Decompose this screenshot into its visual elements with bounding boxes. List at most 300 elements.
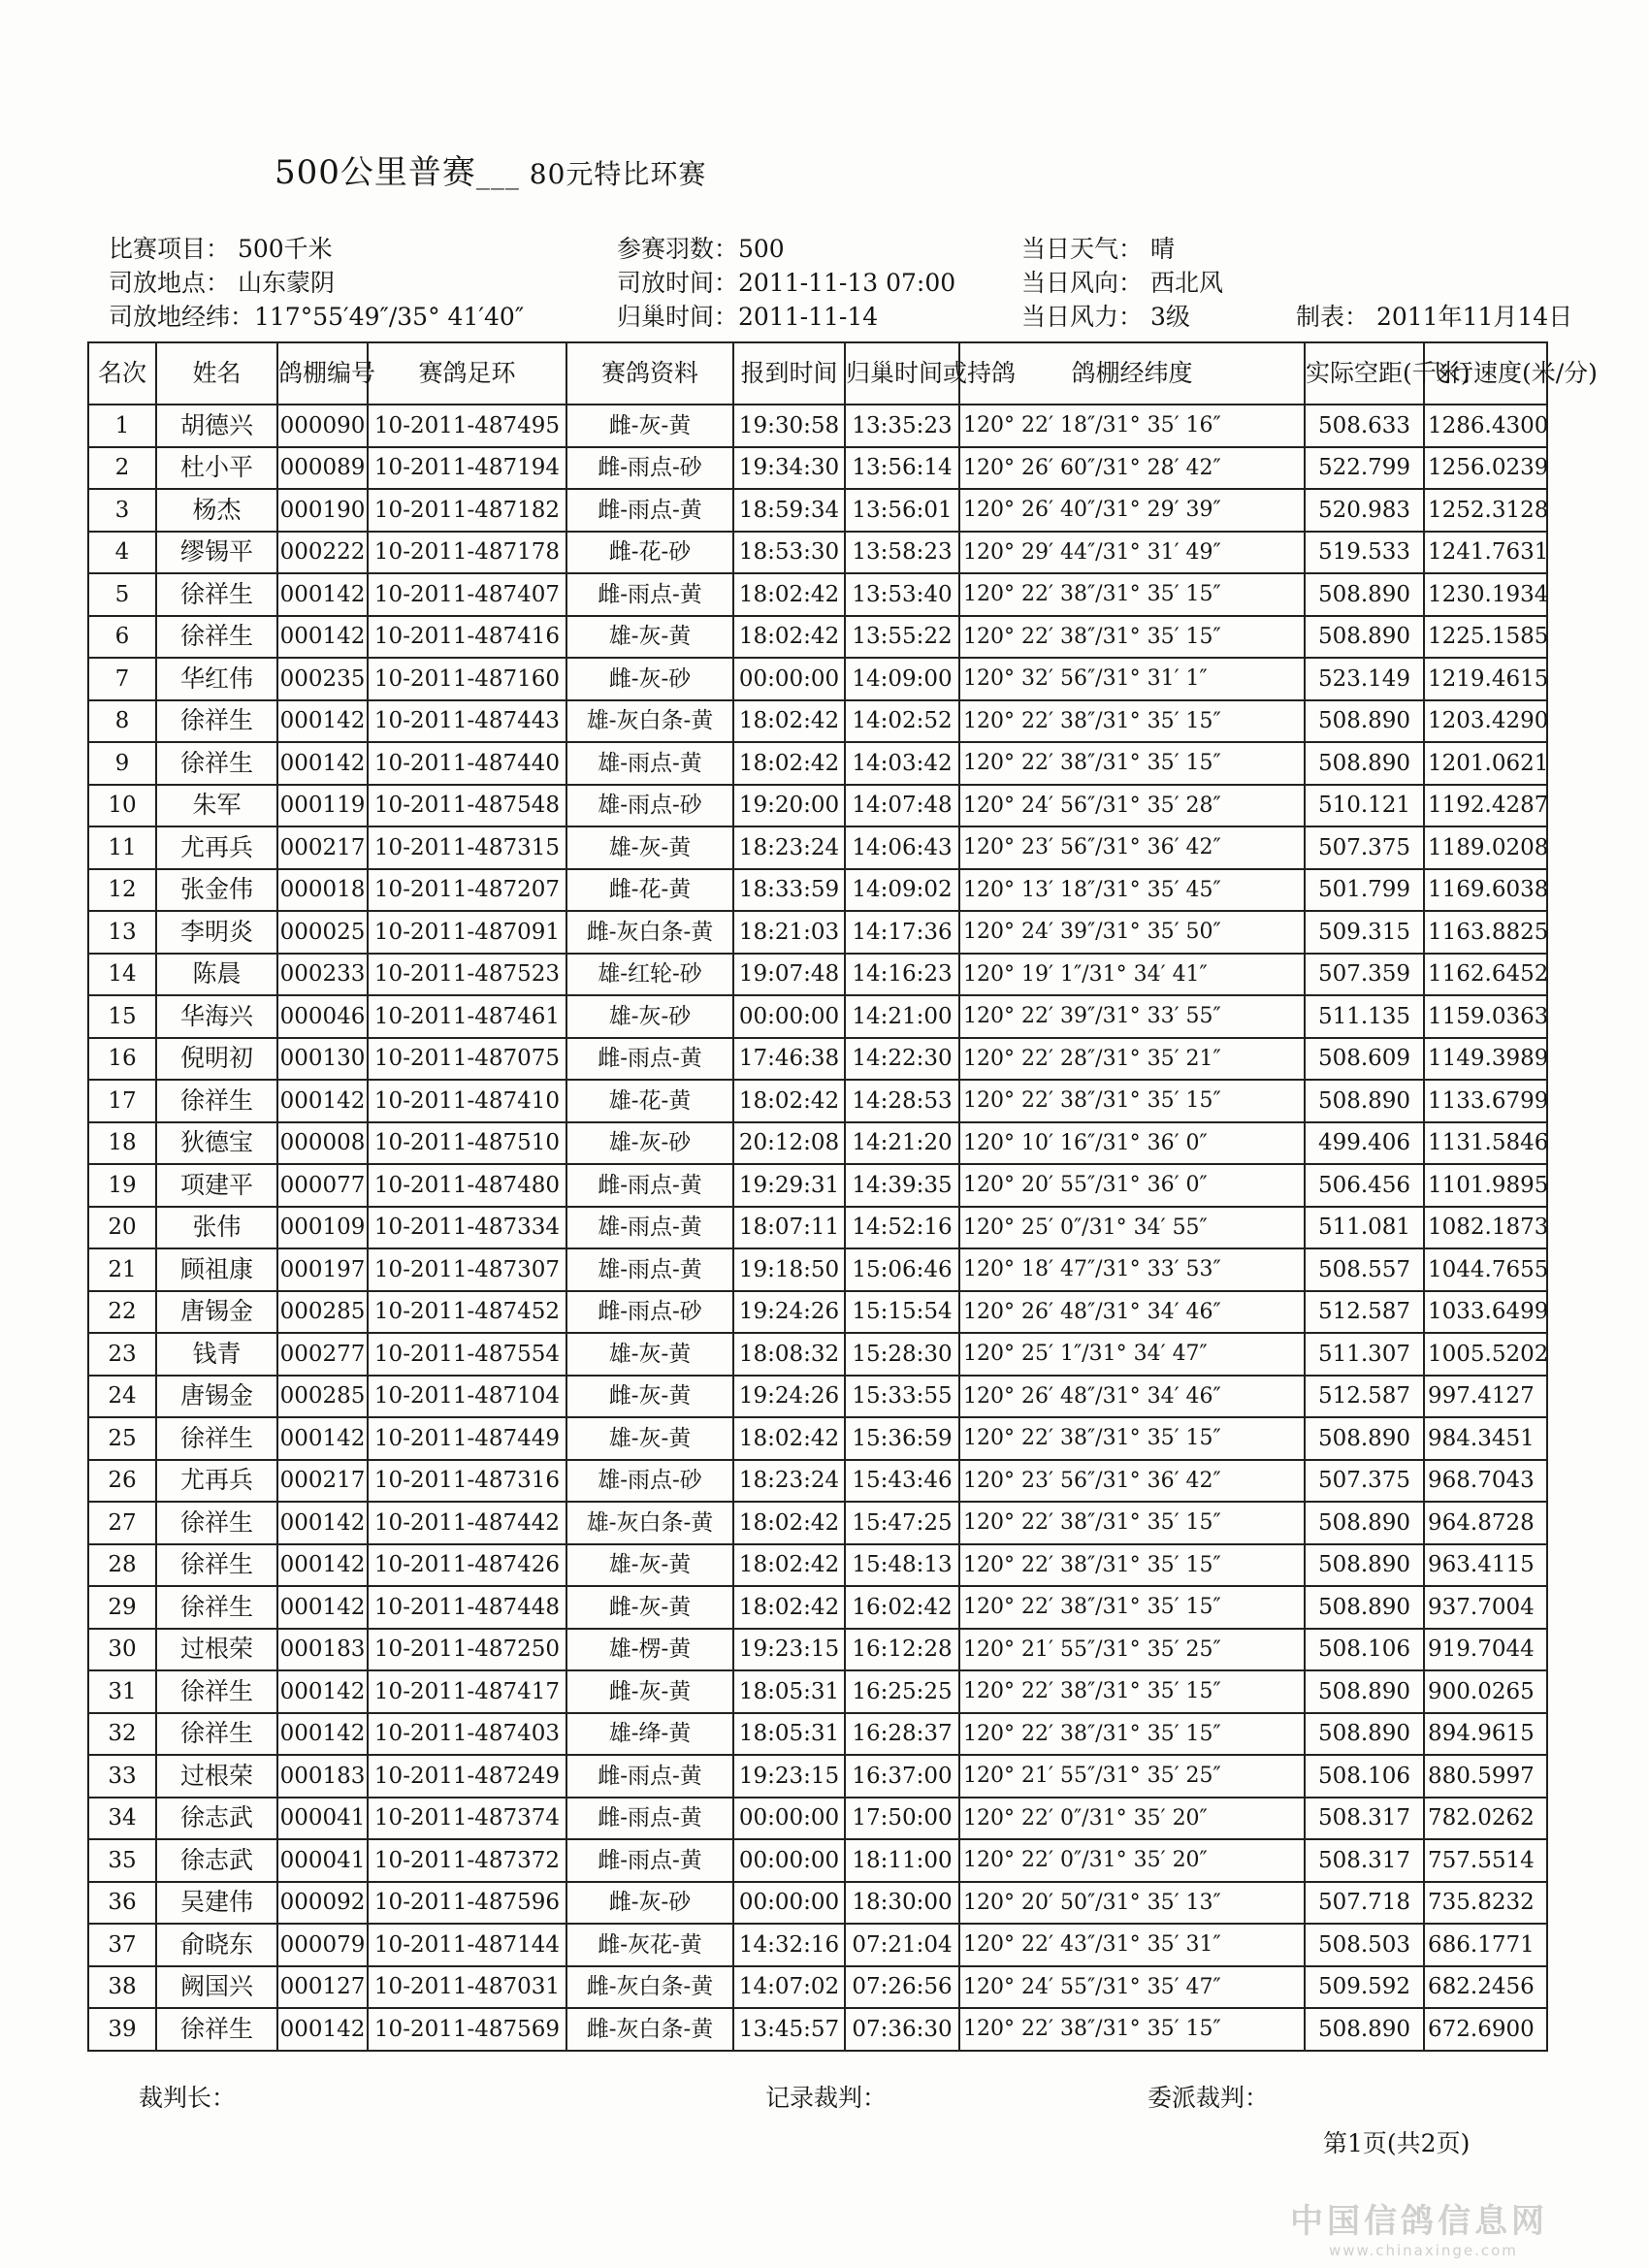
ring-cell: 10-2011-487249 [368,1755,566,1798]
rank-cell: 5 [88,573,156,616]
rank-cell: 3 [88,489,156,532]
table-row [88,1122,1547,1165]
loft-no-cell: 000183 [277,1629,368,1671]
loft-coords-cell: 120° 32′ 56″/31° 31′ 1″ [959,658,1305,700]
speed-cell: 672.6900 [1424,2008,1547,2051]
table-row [88,405,1547,447]
name-cell: 徐祥生 [156,573,277,616]
ring-cell: 10-2011-487250 [368,1629,566,1671]
results-body [88,405,1547,2051]
pigeon-info-cell: 雌-雨点-黄 [566,573,733,616]
ring-cell: 10-2011-487596 [368,1882,566,1925]
document-title [275,146,706,193]
ring-cell: 10-2011-487104 [368,1376,566,1418]
pigeon-info-cell: 雄-灰白条-黄 [566,700,733,743]
info-release-coords: 司放地经纬：117°55′49″/35° 41′40″ [109,303,525,331]
pigeon-info-cell: 雌-雨点-黄 [566,1038,733,1081]
loft-coords-cell: 120° 22′ 38″/31° 35′ 15″ [959,1544,1305,1587]
report-time-cell: 18:02:42 [733,1544,845,1587]
return-time-cell: 14:02:52 [845,700,959,743]
table-row [88,1038,1547,1081]
speed-cell: 1159.0363 [1424,995,1547,1038]
name-cell: 徐祥生 [156,1586,277,1629]
distance-cell: 510.121 [1305,785,1424,827]
loft-no-cell: 000018 [277,869,368,912]
name-cell: 尤再兵 [156,826,277,869]
name-cell: 过根荣 [156,1755,277,1798]
name-cell: 顾祖康 [156,1248,277,1291]
distance-cell: 508.106 [1305,1755,1424,1798]
header-ring: 赛鸽足环 [368,342,566,405]
speed-cell: 1044.7655 [1424,1248,1547,1291]
loft-coords-cell: 120° 13′ 18″/31° 35′ 45″ [959,869,1305,912]
report-time-cell: 18:21:03 [733,911,845,954]
loft-coords-cell: 120° 25′ 0″/31° 34′ 55″ [959,1207,1305,1249]
return-time-cell: 14:22:30 [845,1038,959,1081]
distance-cell: 508.890 [1305,1417,1424,1460]
ring-cell: 10-2011-487182 [368,489,566,532]
ring-cell: 10-2011-487548 [368,785,566,827]
speed-cell: 735.8232 [1424,1882,1547,1925]
loft-coords-cell: 120° 21′ 55″/31° 35′ 25″ [959,1629,1305,1671]
header-row [88,342,1547,405]
loft-coords-cell: 120° 24′ 55″/31° 35′ 47″ [959,1966,1305,2009]
rank-cell: 1 [88,405,156,447]
return-time-cell: 14:06:43 [845,826,959,869]
return-time-cell: 16:37:00 [845,1755,959,1798]
report-time-cell: 18:02:42 [733,1502,845,1544]
rank-cell: 8 [88,700,156,743]
speed-cell: 1252.3128 [1424,489,1547,532]
ring-cell: 10-2011-487374 [368,1798,566,1840]
return-time-cell: 14:21:00 [845,995,959,1038]
ring-cell: 10-2011-487554 [368,1333,566,1376]
report-time-cell: 18:53:30 [733,532,845,574]
distance-cell: 508.890 [1305,1502,1424,1544]
table-row [88,1670,1547,1713]
return-time-cell: 14:52:16 [845,1207,959,1249]
rank-cell: 10 [88,785,156,827]
distance-cell: 508.317 [1305,1839,1424,1882]
speed-cell: 937.7004 [1424,1586,1547,1629]
table-row [88,1924,1547,1966]
rank-cell: 12 [88,869,156,912]
table-row [88,573,1547,616]
loft-no-cell: 000127 [277,1966,368,2009]
speed-cell: 1131.5846 [1424,1122,1547,1165]
loft-no-cell: 000142 [277,700,368,743]
return-time-cell: 15:28:30 [845,1333,959,1376]
return-time-cell: 13:35:23 [845,405,959,447]
distance-cell: 508.106 [1305,1629,1424,1671]
ring-cell: 10-2011-487443 [368,700,566,743]
rank-cell: 18 [88,1122,156,1165]
pigeon-info-cell: 雌-灰-砂 [566,1882,733,1925]
speed-cell: 964.8728 [1424,1502,1547,1544]
loft-coords-cell: 120° 22′ 38″/31° 35′ 15″ [959,1670,1305,1713]
pigeon-info-cell: 雌-雨点-砂 [566,1291,733,1334]
loft-coords-cell: 120° 22′ 38″/31° 35′ 15″ [959,1080,1305,1122]
watermark [1290,2194,1548,2259]
ring-cell: 10-2011-487495 [368,405,566,447]
ring-cell: 10-2011-487334 [368,1207,566,1249]
distance-cell: 511.307 [1305,1333,1424,1376]
return-time-cell: 18:30:00 [845,1882,959,1925]
ring-cell: 10-2011-487452 [368,1291,566,1334]
loft-coords-cell: 120° 22′ 38″/31° 35′ 15″ [959,2008,1305,2051]
speed-cell: 1005.5202 [1424,1333,1547,1376]
table-row [88,1966,1547,2009]
speed-cell: 1230.1934 [1424,573,1547,616]
return-time-cell: 16:25:25 [845,1670,959,1713]
table-row [88,742,1547,785]
report-time-cell: 18:05:31 [733,1713,845,1756]
rank-cell: 29 [88,1586,156,1629]
distance-cell: 508.557 [1305,1248,1424,1291]
report-time-cell: 00:00:00 [733,1839,845,1882]
report-time-cell: 14:32:16 [733,1924,845,1966]
loft-coords-cell: 120° 26′ 60″/31° 28′ 42″ [959,447,1305,490]
pigeon-info-cell: 雄-灰-砂 [566,1122,733,1165]
distance-cell: 512.587 [1305,1291,1424,1334]
rank-cell: 27 [88,1502,156,1544]
speed-cell: 757.5514 [1424,1839,1547,1882]
distance-cell: 508.609 [1305,1038,1424,1081]
pigeon-info-cell: 雄-红轮-砂 [566,954,733,996]
pigeon-info-cell: 雄-雨点-黄 [566,1248,733,1291]
return-time-cell: 13:56:14 [845,447,959,490]
table-row [88,1333,1547,1376]
report-time-cell: 19:30:58 [733,405,845,447]
speed-cell: 1133.6799 [1424,1080,1547,1122]
report-time-cell: 14:07:02 [733,1966,845,2009]
return-time-cell: 14:21:20 [845,1122,959,1165]
return-time-cell: 15:43:46 [845,1460,959,1503]
ring-cell: 10-2011-487440 [368,742,566,785]
watermark-url: www.chinaxinge.com [1329,2242,1518,2259]
rank-cell: 21 [88,1248,156,1291]
ring-cell: 10-2011-487307 [368,1248,566,1291]
speed-cell: 1082.1873 [1424,1207,1547,1249]
speed-cell: 1101.9895 [1424,1164,1547,1207]
loft-coords-cell: 120° 20′ 50″/31° 35′ 13″ [959,1882,1305,1925]
distance-cell: 523.149 [1305,658,1424,700]
info-wind-force: 当日风力： 3级 [1021,303,1190,331]
pigeon-info-cell: 雄-灰-黄 [566,1333,733,1376]
speed-cell: 682.2456 [1424,1966,1547,2009]
header-speed: 飞行速度(米/分) [1424,342,1547,405]
loft-coords-cell: 120° 24′ 39″/31° 35′ 50″ [959,911,1305,954]
rank-cell: 23 [88,1333,156,1376]
table-row [88,1248,1547,1291]
results-table [87,341,1598,2052]
table-row [88,1291,1547,1334]
table-row [88,1376,1547,1418]
pigeon-info-cell: 雌-灰-黄 [566,1586,733,1629]
loft-no-cell: 000109 [277,1207,368,1249]
report-time-cell: 19:23:15 [733,1755,845,1798]
name-cell: 华海兴 [156,995,277,1038]
loft-no-cell: 000190 [277,489,368,532]
name-cell: 杨杰 [156,489,277,532]
loft-coords-cell: 120° 22′ 38″/31° 35′ 15″ [959,1502,1305,1544]
loft-coords-cell: 120° 22′ 38″/31° 35′ 15″ [959,1586,1305,1629]
rank-cell: 39 [88,2008,156,2051]
rank-cell: 11 [88,826,156,869]
name-cell: 徐祥生 [156,1502,277,1544]
return-time-cell: 13:55:22 [845,616,959,659]
loft-no-cell: 000285 [277,1376,368,1418]
report-time-cell: 18:59:34 [733,489,845,532]
ring-cell: 10-2011-487410 [368,1080,566,1122]
info-release-place: 司放地点： 山东蒙阴 [109,269,335,297]
speed-cell: 1225.1585 [1424,616,1547,659]
return-time-cell: 14:07:48 [845,785,959,827]
ring-cell: 10-2011-487569 [368,2008,566,2051]
return-time-cell: 13:56:01 [845,489,959,532]
speed-cell: 894.9615 [1424,1713,1547,1756]
loft-no-cell: 000277 [277,1333,368,1376]
loft-no-cell: 000142 [277,1713,368,1756]
pigeon-info-cell: 雄-绛-黄 [566,1713,733,1756]
loft-no-cell: 000090 [277,405,368,447]
info-entries: 参赛羽数：500 [617,235,785,263]
report-time-cell: 19:07:48 [733,954,845,996]
speed-cell: 1192.4287 [1424,785,1547,827]
rank-cell: 16 [88,1038,156,1081]
name-cell: 过根荣 [156,1629,277,1671]
loft-coords-cell: 120° 25′ 1″/31° 34′ 47″ [959,1333,1305,1376]
name-cell: 胡德兴 [156,405,277,447]
rank-cell: 36 [88,1882,156,1925]
name-cell: 张伟 [156,1207,277,1249]
loft-no-cell: 000130 [277,1038,368,1081]
report-time-cell: 18:23:24 [733,1460,845,1503]
loft-no-cell: 000142 [277,1544,368,1587]
report-time-cell: 18:02:42 [733,742,845,785]
distance-cell: 507.718 [1305,1882,1424,1925]
table-row [88,447,1547,490]
loft-no-cell: 000222 [277,532,368,574]
return-time-cell: 14:39:35 [845,1164,959,1207]
name-cell: 徐志武 [156,1839,277,1882]
rank-cell: 26 [88,1460,156,1503]
return-time-cell: 16:02:42 [845,1586,959,1629]
table-row [88,826,1547,869]
loft-no-cell: 000142 [277,1502,368,1544]
table-row [88,911,1547,954]
report-time-cell: 18:02:42 [733,573,845,616]
distance-cell: 508.890 [1305,1080,1424,1122]
pigeon-info-cell: 雄-灰-黄 [566,1544,733,1587]
ring-cell: 10-2011-487403 [368,1713,566,1756]
info-weather: 当日天气： 晴 [1021,235,1175,263]
distance-cell: 508.890 [1305,1670,1424,1713]
name-cell: 张金伟 [156,869,277,912]
ring-cell: 10-2011-487091 [368,911,566,954]
pigeon-info-cell: 雄-花-黄 [566,1080,733,1122]
speed-cell: 919.7044 [1424,1629,1547,1671]
rank-cell: 25 [88,1417,156,1460]
loft-coords-cell: 120° 20′ 55″/31° 36′ 0″ [959,1164,1305,1207]
return-time-cell: 07:21:04 [845,1924,959,1966]
return-time-cell: 14:09:00 [845,658,959,700]
header-loft-coords: 鸽棚经纬度 [959,342,1305,405]
loft-coords-cell: 120° 29′ 44″/31° 31′ 49″ [959,532,1305,574]
report-time-cell: 00:00:00 [733,1798,845,1840]
pigeon-info-cell: 雌-灰白条-黄 [566,2008,733,2051]
name-cell: 项建平 [156,1164,277,1207]
loft-no-cell: 000041 [277,1798,368,1840]
pigeon-info-cell: 雌-灰-砂 [566,658,733,700]
loft-coords-cell: 120° 24′ 56″/31° 35′ 28″ [959,785,1305,827]
loft-coords-cell: 120° 23′ 56″/31° 36′ 42″ [959,1460,1305,1503]
distance-cell: 499.406 [1305,1122,1424,1165]
footer-chief-judge: 裁判长： [139,2084,237,2112]
distance-cell: 508.890 [1305,616,1424,659]
name-cell: 徐祥生 [156,2008,277,2051]
loft-no-cell: 000142 [277,1080,368,1122]
name-cell: 朱军 [156,785,277,827]
name-cell: 倪明初 [156,1038,277,1081]
ring-cell: 10-2011-487075 [368,1038,566,1081]
return-time-cell: 16:28:37 [845,1713,959,1756]
speed-cell: 968.7043 [1424,1460,1547,1503]
name-cell: 徐祥生 [156,742,277,785]
header-pigeon-info: 赛鸽资料 [566,342,733,405]
return-time-cell: 07:36:30 [845,2008,959,2051]
report-time-cell: 17:46:38 [733,1038,845,1081]
distance-cell: 511.135 [1305,995,1424,1038]
report-time-cell: 18:07:11 [733,1207,845,1249]
speed-cell: 1286.4300 [1424,405,1547,447]
loft-coords-cell: 120° 22′ 39″/31° 33′ 55″ [959,995,1305,1038]
table-row [88,869,1547,912]
pigeon-info-cell: 雌-灰花-黄 [566,1924,733,1966]
loft-coords-cell: 120° 22′ 38″/31° 35′ 15″ [959,1417,1305,1460]
speed-cell: 782.0262 [1424,1798,1547,1840]
loft-coords-cell: 120° 19′ 1″/31° 34′ 41″ [959,954,1305,996]
report-time-cell: 18:02:42 [733,1417,845,1460]
pigeon-info-cell: 雌-灰白条-黄 [566,1966,733,2009]
loft-no-cell: 000142 [277,1670,368,1713]
name-cell: 徐祥生 [156,700,277,743]
return-time-cell: 14:17:36 [845,911,959,954]
loft-coords-cell: 120° 26′ 48″/31° 34′ 46″ [959,1376,1305,1418]
rank-cell: 9 [88,742,156,785]
return-time-cell: 16:12:28 [845,1629,959,1671]
name-cell: 尤再兵 [156,1460,277,1503]
info-wind-direction: 当日风向： 西北风 [1021,269,1223,297]
name-cell: 徐祥生 [156,1080,277,1122]
loft-no-cell: 000046 [277,995,368,1038]
loft-coords-cell: 120° 22′ 28″/31° 35′ 21″ [959,1038,1305,1081]
return-time-cell: 07:26:56 [845,1966,959,2009]
name-cell: 唐锡金 [156,1291,277,1334]
loft-no-cell: 000285 [277,1291,368,1334]
name-cell: 徐祥生 [156,1713,277,1756]
info-return-time: 归巢时间：2011-11-14 [617,303,879,331]
rank-cell: 13 [88,911,156,954]
loft-coords-cell: 120° 26′ 40″/31° 29′ 39″ [959,489,1305,532]
distance-cell: 507.375 [1305,826,1424,869]
loft-no-cell: 000079 [277,1924,368,1966]
speed-cell: 900.0265 [1424,1670,1547,1713]
name-cell: 徐祥生 [156,1544,277,1587]
pigeon-info-cell: 雌-雨点-黄 [566,489,733,532]
rank-cell: 31 [88,1670,156,1713]
ring-cell: 10-2011-487448 [368,1586,566,1629]
table-row [88,658,1547,700]
loft-no-cell: 000025 [277,911,368,954]
speed-cell: 1189.0208 [1424,826,1547,869]
footer-record-judge: 记录裁判： [765,2084,888,2112]
header-rank: 名次 [88,342,156,405]
loft-no-cell: 000142 [277,616,368,659]
table-row [88,489,1547,532]
distance-cell: 519.533 [1305,532,1424,574]
pigeon-info-cell: 雌-花-黄 [566,869,733,912]
ring-cell: 10-2011-487160 [368,658,566,700]
rank-cell: 19 [88,1164,156,1207]
rank-cell: 17 [88,1080,156,1122]
pigeon-info-cell: 雄-灰白条-黄 [566,1502,733,1544]
table-row [88,1460,1547,1503]
name-cell: 缪锡平 [156,532,277,574]
rank-cell: 32 [88,1713,156,1756]
loft-no-cell: 000142 [277,742,368,785]
report-time-cell: 18:05:31 [733,1670,845,1713]
return-time-cell: 13:53:40 [845,573,959,616]
distance-cell: 508.890 [1305,573,1424,616]
return-time-cell: 14:03:42 [845,742,959,785]
table-row [88,616,1547,659]
ring-cell: 10-2011-487316 [368,1460,566,1503]
loft-no-cell: 000041 [277,1839,368,1882]
loft-coords-cell: 120° 22′ 38″/31° 35′ 15″ [959,700,1305,743]
return-time-cell: 15:47:25 [845,1502,959,1544]
loft-no-cell: 000077 [277,1164,368,1207]
pigeon-info-cell: 雄-楞-黄 [566,1629,733,1671]
header-distance: 实际空距(千米) [1305,342,1424,405]
return-time-cell: 13:58:23 [845,532,959,574]
loft-coords-cell: 120° 22′ 0″/31° 35′ 20″ [959,1839,1305,1882]
rank-cell: 15 [88,995,156,1038]
loft-no-cell: 000235 [277,658,368,700]
table-row [88,532,1547,574]
loft-coords-cell: 120° 22′ 43″/31° 35′ 31″ [959,1924,1305,1966]
loft-no-cell: 000217 [277,826,368,869]
loft-no-cell: 000197 [277,1248,368,1291]
return-time-cell: 14:09:02 [845,869,959,912]
table-row [88,1882,1547,1925]
name-cell: 唐锡金 [156,1376,277,1418]
loft-no-cell: 000142 [277,1417,368,1460]
loft-no-cell: 000183 [277,1755,368,1798]
pigeon-info-cell: 雄-雨点-黄 [566,742,733,785]
ring-cell: 10-2011-487416 [368,616,566,659]
rank-cell: 24 [88,1376,156,1418]
pigeon-info-cell: 雄-灰-黄 [566,1417,733,1460]
table-row [88,1713,1547,1756]
report-time-cell: 19:24:26 [733,1291,845,1334]
loft-coords-cell: 120° 10′ 16″/31° 36′ 0″ [959,1122,1305,1165]
loft-no-cell: 000119 [277,785,368,827]
return-time-cell: 18:11:00 [845,1839,959,1882]
distance-cell: 509.315 [1305,911,1424,954]
rank-cell: 35 [88,1839,156,1882]
rank-cell: 38 [88,1966,156,2009]
